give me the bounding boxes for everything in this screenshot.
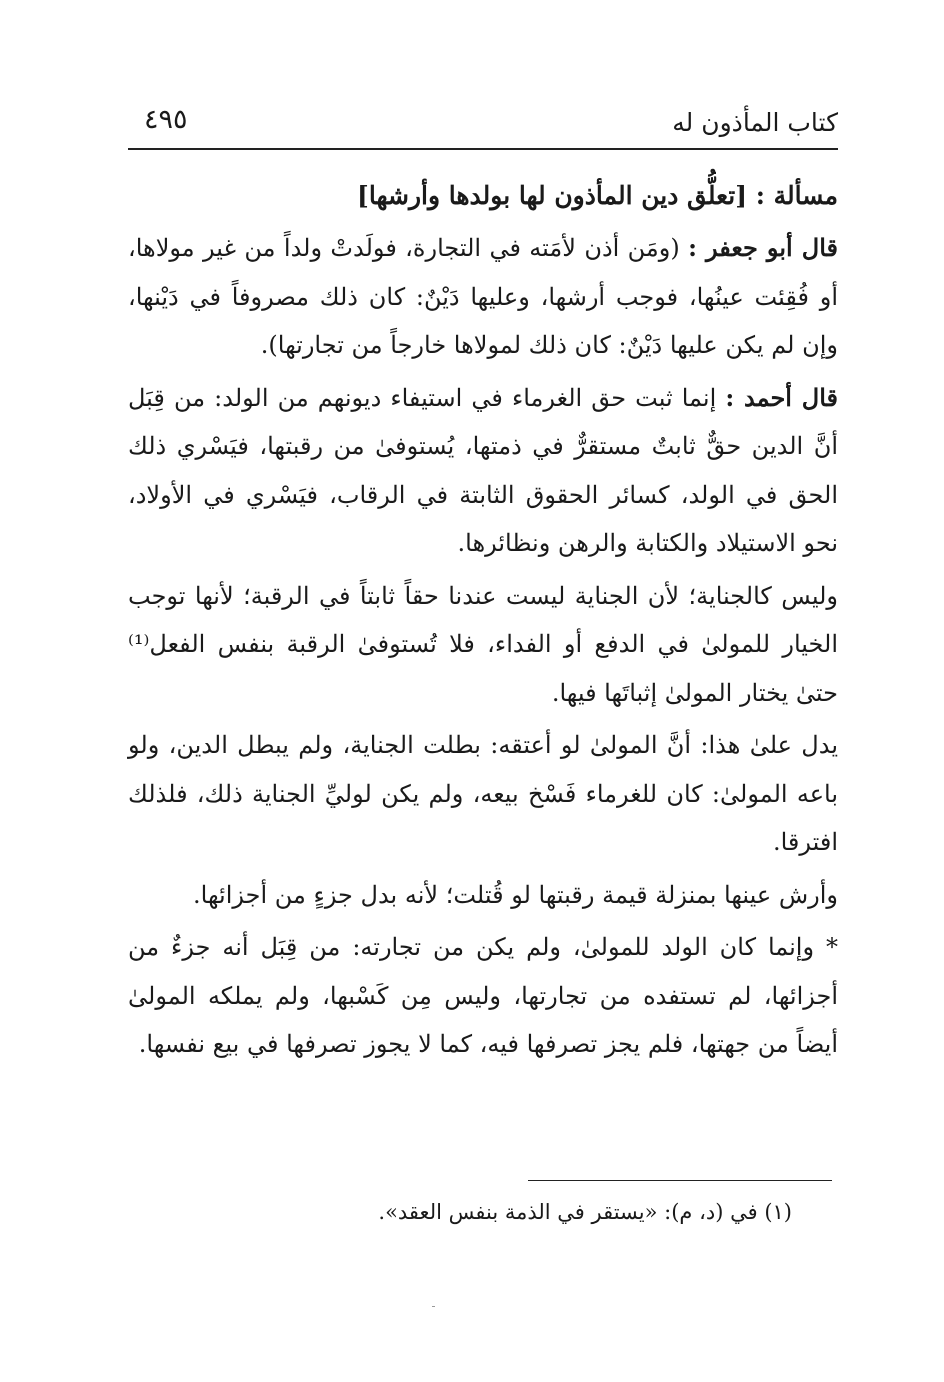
speaker-label: قال أحمد : (725, 382, 838, 412)
paragraph-jinaya (128, 572, 838, 718)
speaker-label: قال أبو جعفر : (688, 233, 838, 262)
footnote: (١) في (د، م): «يستقر في الذمة بنفس العقد». (378, 1200, 792, 1224)
page-speck (432, 1306, 435, 1307)
paragraph-text: يدل علىٰ هذا: أنَّ المولىٰ لو أعتقه: بطلت الجناية، ولم يبطل الدين، ولو باعه المولىٰ: كان للغرماء فَسْخ بيعه، ولم يكن لوليِّ الجناية ذلك، فلذلك افترقا. (128, 731, 838, 856)
page-number: ٤٩٥ (144, 104, 188, 135)
paragraph-abu-jafar (128, 224, 838, 370)
paragraph-walad (128, 923, 838, 1069)
section-heading: مسألة : [تعلُّق دين المأذون لها بولدها وأرشها] (357, 181, 838, 210)
paragraph-text: وليس كالجناية؛ لأن الجناية ليست عندنا حقاً ثابتاً في الرقبة؛ لأنها توجب الخيار للمولىٰ في الدفع أو الفداء، فلا تُستوفىٰ الرقبة بنفس الفعل⁽¹⁾ حتىٰ يختار المولىٰ إثباتَها فيها. (128, 581, 838, 707)
paragraph-text: (ومَن أذن لأمَته في التجارة، فولَدتْ ولداً من غير مولاها، أو فُقِئت عينُها، فوجب أرشها، وعليها دَيْنٌ: كان ذلك مصروفاً في دَيْنها، وإن لم يكن عليها دَيْنٌ: كان ذلك لمولاها خارجاً من تجارتها). (128, 234, 838, 359)
paragraph-ahmad (128, 374, 838, 568)
paragraph-arsh (128, 871, 838, 920)
paragraph-text: وأرش عينها بمنزلة قيمة رقبتها لو قُتلت؛ لأنه بدل جزءٍ من أجزائها. (193, 880, 838, 909)
main-text (128, 172, 838, 1073)
paragraph-evidence (128, 721, 838, 867)
paragraph-text: إنما ثبت حق الغرماء في استيفاء ديونهم من الولد: من قِبَل أنَّ الدين حقٌّ ثابتٌ مستقرٌّ في ذمتها، يُستوفىٰ من رقبتها، فيَسْري ذلك الحق في الولد، كسائر الحقوق الثابتة في الرقاب، فيَسْري في الأولاد، نحو الاستيلاد والكتابة والرهن ونظائرها. (128, 383, 838, 557)
running-header (128, 104, 838, 150)
footnote-separator (528, 1180, 832, 1181)
paragraph-text: * وإنما كان الولد للمولىٰ، ولم يكن من تجارته: من قِبَل أنه جزءٌ من أجزائها، لم تستفده من تجارتها، وليس مِن كَسْبها، ولم يملكه المولىٰ أيضاً من جهتها، فلم يجز تصرفها فيه، كما لا يجوز تصرفها في بيع نفسها. (128, 933, 838, 1058)
chapter-title: كتاب المأذون له (672, 108, 838, 137)
